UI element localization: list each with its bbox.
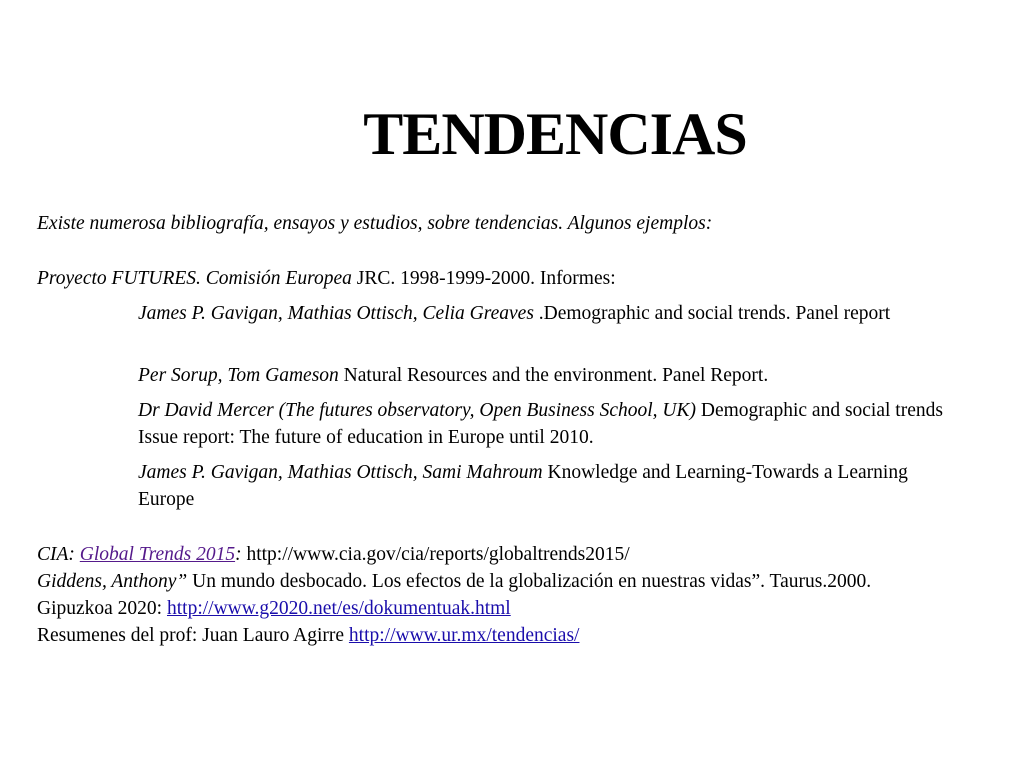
reference-authors: James P. Gavigan, Mathias Ottisch, Sami Mahroum	[138, 462, 548, 483]
futures-project-name: Proyecto FUTURES. Comisión Europea	[37, 268, 352, 289]
tendencias-link[interactable]: http://www.ur.mx/tendencias/	[348, 625, 580, 646]
reference-authors: James P. Gavigan, Mathias Ottisch, Celia Greaves	[138, 303, 539, 324]
reference-item	[138, 300, 968, 327]
cia-line	[37, 541, 977, 568]
reference-title: Natural Resources and the environment. Panel Report.	[338, 365, 769, 386]
futures-details: JRC. 1998-1999-2000. Informes:	[351, 268, 616, 289]
reference-authors: Dr David Mercer (The futures observatory, Open Business School, UK)	[138, 400, 697, 421]
reference-title: Demographic and social trends Issue report: The future of education in Europe until 2010.	[138, 400, 943, 448]
reference-item	[138, 362, 968, 389]
cia-url: http://www.cia.gov/cia/reports/globaltrends2015/	[246, 544, 630, 565]
reference-title: .Demographic and social trends. Panel report	[538, 303, 891, 324]
reference-item	[138, 397, 968, 451]
giddens-title: Un mundo desbocado. Los efectos de la globalización en nuestras vidas”. Taurus.2000.	[187, 571, 872, 592]
resumenes-line	[37, 622, 977, 649]
giddens-line	[37, 568, 977, 595]
reference-title: Knowledge and Learning-Towards a Learning Europe	[138, 462, 908, 510]
intro-text: Existe numerosa bibliografía, ensayos y estudios, sobre tendencias. Algunos ejemplos:	[37, 213, 713, 234]
slide-title: TENDENCIAS	[363, 101, 747, 167]
reference-authors: Per Sorup, Tom Gameson	[138, 365, 339, 386]
gipuzkoa-line	[37, 595, 977, 622]
giddens-author: Giddens, Anthony”	[37, 571, 188, 592]
gipuzkoa-label: Gipuzkoa 2020:	[37, 598, 167, 619]
futures-heading	[37, 265, 977, 292]
resumenes-label: Resumenes del prof: Juan Lauro Agirre	[37, 625, 349, 646]
reference-item	[138, 459, 968, 513]
additional-sources	[37, 541, 977, 649]
gipuzkoa-link[interactable]: http://www.g2020.net/es/dokumentuak.html	[166, 598, 511, 619]
global-trends-link[interactable]: Global Trends 2015	[79, 544, 236, 565]
cia-prefix: CIA:	[37, 544, 80, 565]
cia-separator: :	[235, 544, 247, 565]
